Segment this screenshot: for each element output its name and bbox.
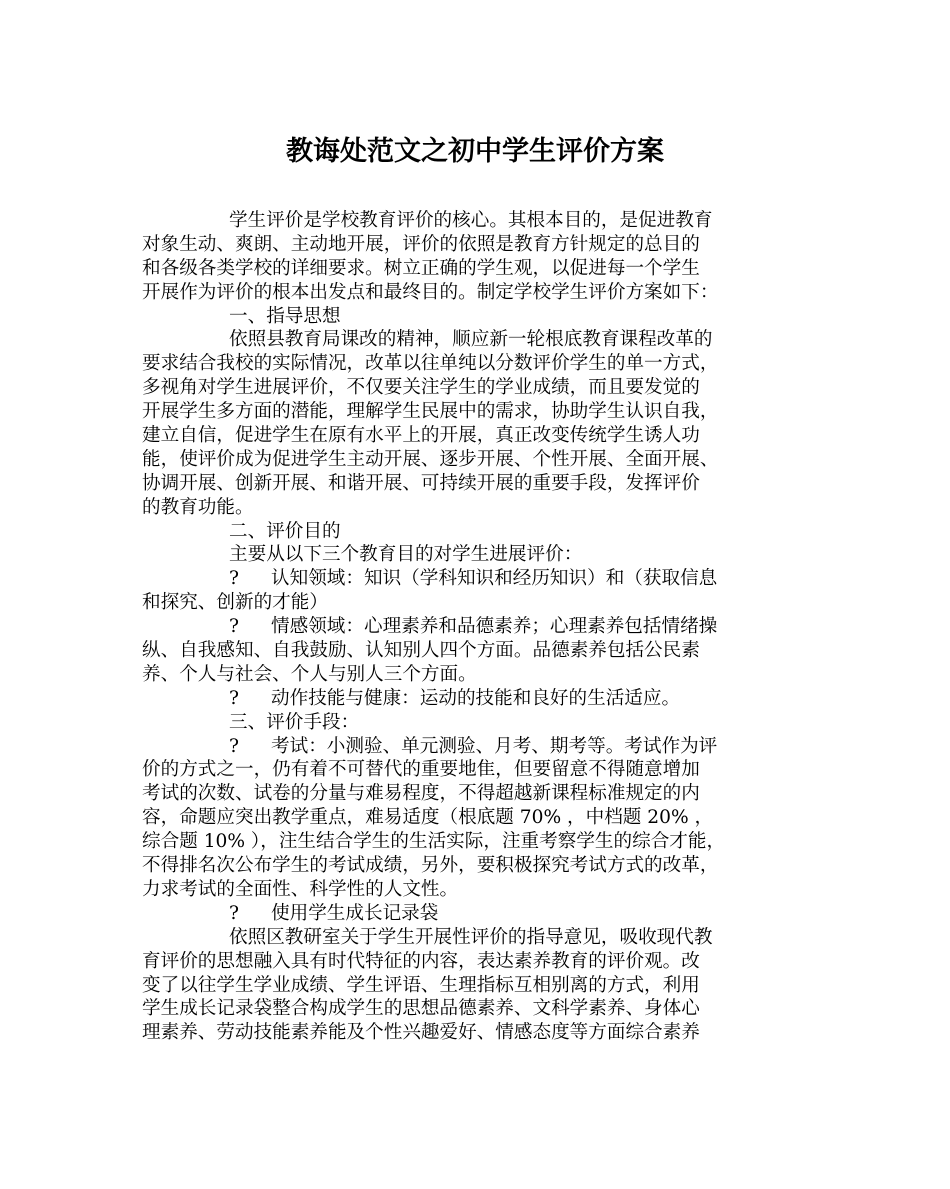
text-line [142,328,814,352]
text-line [142,806,814,830]
line-text: 开展学生多方面的潜能，理解学生民展中的需求，协助学生认识自我， [142,401,719,423]
line-text: 理素养、劳动技能素养能及个性兴趣爱好、情感态度等方面综合素养 [142,1022,700,1044]
text-line [142,615,814,639]
text-line [142,424,814,448]
text-line [142,472,814,496]
text-line [142,376,814,400]
text-line [142,257,814,281]
text-line [142,352,814,376]
text-line [142,663,814,687]
line-text: 学生成长记录袋整合构成学生的思想品德素养、文科学素养、身体心 [142,998,700,1020]
text-line [142,735,814,759]
line-text: 养、个人与社会、个人与别人三个方面。 [142,663,477,685]
text-line [142,448,814,472]
text-line [142,782,814,806]
line-text: 多视角对学生进展评价，不仅要关注学生的学业成绩，而且要发觉的 [142,377,700,399]
text-line [142,591,814,615]
list-bullet: ? [229,735,239,757]
text-line [142,567,814,591]
line-text: 和各级各类学校的详细要求。树立正确的学生观，以促进每一个学生 [142,257,700,279]
line-text: 协调开展、创新开展、和谐开展、可持续开展的重要手段，发挥评价 [142,472,700,494]
text-line [142,687,814,711]
text-line [142,543,814,567]
line-text: 依照区教研室关于学生开展性评价的指导意见，吸收现代教 [229,926,713,948]
text-line [142,400,814,424]
text-line [142,902,814,926]
text-line [142,496,814,520]
text-line [142,639,814,663]
line-text: 学生评价是学校教育评价的核心。其根本目的，是促进教育 [229,210,713,231]
text-line [142,974,814,998]
line-text: 二、评价目的 [229,520,341,542]
line-text: 开展作为评价的根本出发点和最终目的。制定学校学生评价方案如下： [142,281,719,303]
line-text: 纵、自我感知、自我鼓励、认知别人四个方面。品德素养包括公民素 [142,640,700,662]
text-line [142,878,814,902]
line-text: 考试：小测验、单元测验、月考、期考等。考试作为评 [271,735,718,757]
text-line [142,233,814,257]
line-text: 和探究、创新的才能） [142,592,328,614]
list-bullet: ? [229,616,239,638]
line-text: 能，使评价成为促进学生主动开展、逐步开展、个性开展、全面开展、 [142,448,719,470]
line-text: 的教育功能。 [142,496,254,518]
line-text: 容，命题应突出教学重点，难易适度（根底题 70% ，中档题 20% ， [142,807,714,829]
line-text: 综合题 10% ），注生结合学生的生活实际，注重考察学生的综合才能， [142,831,726,853]
line-text: 变了以往学生学业成绩、学生评语、生理指标互相别离的方式，利用 [142,974,700,996]
line-text: 价的方式之一，仍有着不可替代的重要地隹，但要留意不得随意增加 [142,759,700,781]
text-line [142,1021,814,1045]
text-line [142,758,814,782]
line-text: 要求结合我校的实际情况，改革以往单纯以分数评价学生的单一方式， [142,353,719,375]
line-text: 主要从以下三个教育目的对学生进展评价： [229,544,583,566]
line-text: 建立自信，促进学生在原有水平上的开展，真正改变传统学生诱人功 [142,425,700,447]
text-line [142,520,814,544]
line-text: 对象生动、爽朗、主动地开展，评价的依照是教育方针规定的总目的 [142,233,700,255]
line-text: 力求考试的全面性、科学性的人文性。 [142,878,459,900]
list-bullet: ? [229,687,239,709]
line-text: 考试的次数、试卷的分量与难易程度，不得超越新课程标准规定的内 [142,783,700,805]
line-text: 认知领域：知识（学科知识和经历知识）和（获取信息 [271,568,718,590]
line-text: 情感领域：心理素养和品德素养；心理素养包括情绪操 [271,616,718,638]
text-line [142,281,814,305]
line-text: 育评价的思想融入具有时代特征的内容，表达素养教育的评价观。改 [142,950,700,972]
line-text: 不得排名次公布学生的考试成绩，另外，要积极探究考试方式的改革， [142,855,719,877]
text-line [142,854,814,878]
line-text: 一、指导思想 [229,305,341,327]
document-title: 教诲处范文之初中学生评价方案 [286,136,664,167]
list-bullet: ? [229,902,239,924]
text-line [142,997,814,1021]
text-line [142,209,814,233]
line-text: 依照县教育局课改的精神，顺应新一轮根底教育课程改革的 [229,329,713,351]
text-line [142,711,814,735]
line-text: 三、评价手段： [229,711,360,733]
text-line [142,830,814,854]
text-line [142,950,814,974]
list-bullet: ? [229,568,239,590]
document-body [142,209,814,1045]
text-line [142,926,814,950]
line-text: 动作技能与健康：运动的技能和良好的生活适应。 [271,687,681,709]
text-line [142,305,814,329]
line-text: 使用学生成长记录袋 [271,902,439,924]
